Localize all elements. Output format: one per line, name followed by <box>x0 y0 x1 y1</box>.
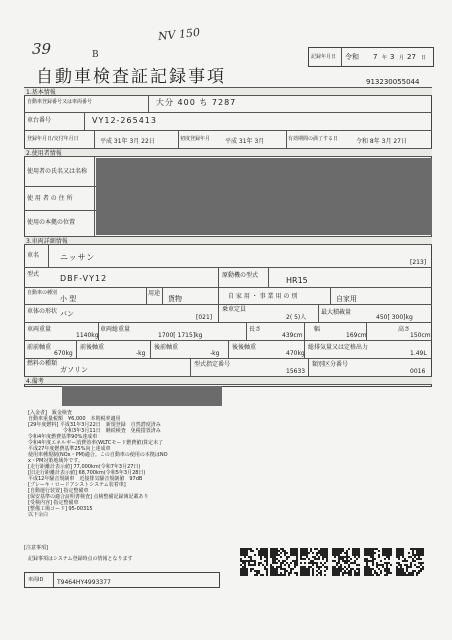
handwritten-model-note: NV 150 <box>157 25 201 44</box>
remarks-header-text: 4.備考 <box>26 378 44 385</box>
qr-code-5 <box>364 548 392 576</box>
notes-text: 記録事項はシステム登録時点の情報となります <box>28 556 133 562</box>
shape-code: [021] <box>196 314 213 321</box>
front-rear-axle: -kg <box>136 350 146 357</box>
handwritten-letter: B <box>92 50 99 60</box>
record-date-day-unit: 日 <box>421 55 427 61</box>
base-location-label: 使用の本拠の位置 <box>27 219 76 226</box>
qr-code-2 <box>270 548 298 576</box>
remark-line: [入金者] 鈑金検査 <box>28 410 72 416</box>
kind-label: 自動車の種別 <box>27 290 58 296</box>
remark-line: [旧走行距離計表示値] 68,700km(令和5年3月28日) <box>28 470 146 476</box>
basic-info-header <box>24 87 432 96</box>
rear-rear-axle-label: 後後軸重 <box>232 344 257 351</box>
remark-line: [ブレーキ・ロードアシストシステム装着車] <box>28 482 126 488</box>
remark-line: [29年度燃料] 平成31年3月22日 新規登録 自然潜度済み <box>28 422 161 428</box>
max-load-label: 最大積載量 <box>321 309 352 316</box>
type-designation: 15633 <box>286 368 306 375</box>
reg-number-label: 自動車登録番号又は車両番号 <box>27 99 93 105</box>
remark-line: [走行距離計表示値] 77,000km(令和7年3月27日) <box>28 464 141 470</box>
remarks-list <box>28 410 228 518</box>
engine-label: 原動機の型式 <box>222 272 259 279</box>
displacement-label: 総排気量又は定格出力 <box>308 344 369 351</box>
user-address-label: 使 用 者 の 住 所 <box>27 195 73 202</box>
remark-line: 以下余白 <box>28 512 49 518</box>
remark-line: [保安基準の適合証明書検査] 点検整備記録簿記載あり <box>28 494 149 500</box>
weight-label: 車両重量 <box>27 326 52 333</box>
vehicle-name: ニッサン <box>60 253 96 262</box>
remark-line: 令和4年度燃費基準90%達成車 <box>28 434 98 440</box>
remark-line: x・PM対策地域外です。 <box>28 458 83 464</box>
vehicle-weight: 1140kg <box>76 332 99 339</box>
basic-info-header-text: 1.基本情報 <box>26 89 56 96</box>
height-label: 高さ <box>398 326 411 333</box>
type-label: 型式 <box>27 271 40 278</box>
remarks-header <box>24 376 432 385</box>
first-reg-short-label: 初度登録年月 <box>180 136 211 142</box>
record-date-year-unit: 年 <box>382 55 388 61</box>
vehicle-kind: 小 型 <box>60 295 77 303</box>
first-reg-label: 登録年月日/交付年月日 <box>27 136 79 142</box>
engine-type: HR15 <box>286 276 308 285</box>
chassis-label: 車台番号 <box>27 117 52 124</box>
category-label: 類別区分番号 <box>312 361 349 368</box>
capacity-label: 乗車定員 <box>222 306 247 313</box>
remark-line: 令和4年度エネルギー消費効率(WLTCモード燃費値)算定未了 <box>28 440 164 446</box>
record-date-label: 記録年月日 <box>311 54 337 60</box>
reg-number: 大分 400 ち 7287 <box>156 98 237 107</box>
vehicle-width: 169cm <box>346 332 367 339</box>
remark-line: 使用車種規制(NOx・PM)適合。この自動車の使用の本拠はNO <box>28 452 168 458</box>
redacted-user-info <box>96 158 432 235</box>
vehicle-id-label: 車両ID <box>28 577 44 583</box>
document-number: 913230055044 <box>366 78 420 86</box>
page-title: 自動車検査証記録事項 <box>36 67 226 87</box>
first-reg-date: 平成 31年 3月 22日 <box>100 138 155 145</box>
capacity: 2( 5)人 <box>286 314 307 321</box>
record-date-month: 3 <box>390 53 395 61</box>
vehicle-name-label: 車名 <box>27 252 40 259</box>
displacement: 1.49L <box>410 350 427 357</box>
remark-line: [受検内容] 指定整備車 <box>28 500 79 506</box>
remark-line: [自動運行装置] 指定整備車 <box>28 488 89 494</box>
first-reg-short: 平成 31年 3月 <box>225 138 265 145</box>
user-name-label: 使用者の氏名又は名称 <box>27 168 88 175</box>
notes-header: [注意事項] <box>24 545 48 551</box>
remark-line: 自動車重量税額 ¥6,000 本則税率適用 <box>28 416 121 422</box>
record-date-day: 27 <box>407 53 416 61</box>
max-load: 450[ 300]kg <box>376 314 413 321</box>
gross-weight: 1700[ 1715]kg <box>158 332 203 339</box>
remark-line: 平成12年騒音規制車 近接排気騒音規制値 97dB <box>28 476 143 482</box>
front-axle: 670kg <box>54 350 73 357</box>
purpose-label: 自 家 用 ・ 事 業 用 の 別 <box>228 293 298 300</box>
front-axle-label: 前前軸重 <box>27 344 52 351</box>
qr-code-3 <box>300 548 328 576</box>
rear-front-axle: -kg <box>210 350 220 357</box>
vehicle-id: T9464HY4993377 <box>57 579 111 586</box>
fuel-label: 燃料の種類 <box>27 360 58 367</box>
shape-label: 車体の形状 <box>27 308 58 315</box>
type-designation-label: 型式指定番号 <box>194 361 231 368</box>
rear-front-axle-label: 後前軸重 <box>154 344 179 351</box>
vehicle-height: 150cm <box>410 332 431 339</box>
vehicle-use: 貨物 <box>168 295 182 303</box>
expiry-date: 令和 8年 3月 27日 <box>356 138 407 145</box>
redacted-remark <box>62 386 222 406</box>
vehicle-purpose: 自家用 <box>336 295 357 303</box>
category-number: 0016 <box>410 368 426 375</box>
width-label: 幅 <box>314 326 321 333</box>
vehicle-type: DBF-VY12 <box>60 274 108 283</box>
handwritten-number: 39 <box>32 40 52 58</box>
user-info-header-text: 2.使用者情報 <box>26 150 62 157</box>
user-info-header <box>24 148 432 157</box>
expiry-label: 有効期間の満了する日 <box>288 136 339 142</box>
chassis-number: VY12-265413 <box>92 116 157 125</box>
fuel-type: ガソリン <box>60 366 88 374</box>
vehicle-info-header-text: 3.車両詳細情報 <box>26 238 68 245</box>
gross-weight-label: 車両総重量 <box>100 326 131 333</box>
use-label: 用途 <box>148 290 161 297</box>
qr-code-1 <box>240 548 268 576</box>
vehicle-info-header <box>24 236 432 245</box>
record-date-box <box>308 47 434 67</box>
remark-line: [整備工場コード] 95-00315 <box>28 506 93 512</box>
remark-line: 令和3年3月11日 継続検査 免税措置済み <box>28 428 161 434</box>
vehicle-shape: バン <box>60 310 74 318</box>
vehicle-id-box <box>24 572 220 588</box>
vehicle-name-code: [213] <box>410 259 427 266</box>
qr-code-4 <box>332 548 360 576</box>
length-label: 長さ <box>249 326 262 333</box>
record-date-month-unit: 月 <box>399 55 405 61</box>
rear-rear-axle: 470kg <box>286 350 305 357</box>
qr-code-6 <box>396 548 424 576</box>
record-date-era: 令和 <box>345 53 359 61</box>
front-rear-axle-label: 前後軸重 <box>80 344 105 351</box>
remark-line: 平成27年度燃費基準25%向上達成車 <box>28 446 111 452</box>
vehicle-length: 439cm <box>282 332 303 339</box>
record-date-year: 7 <box>373 53 378 61</box>
